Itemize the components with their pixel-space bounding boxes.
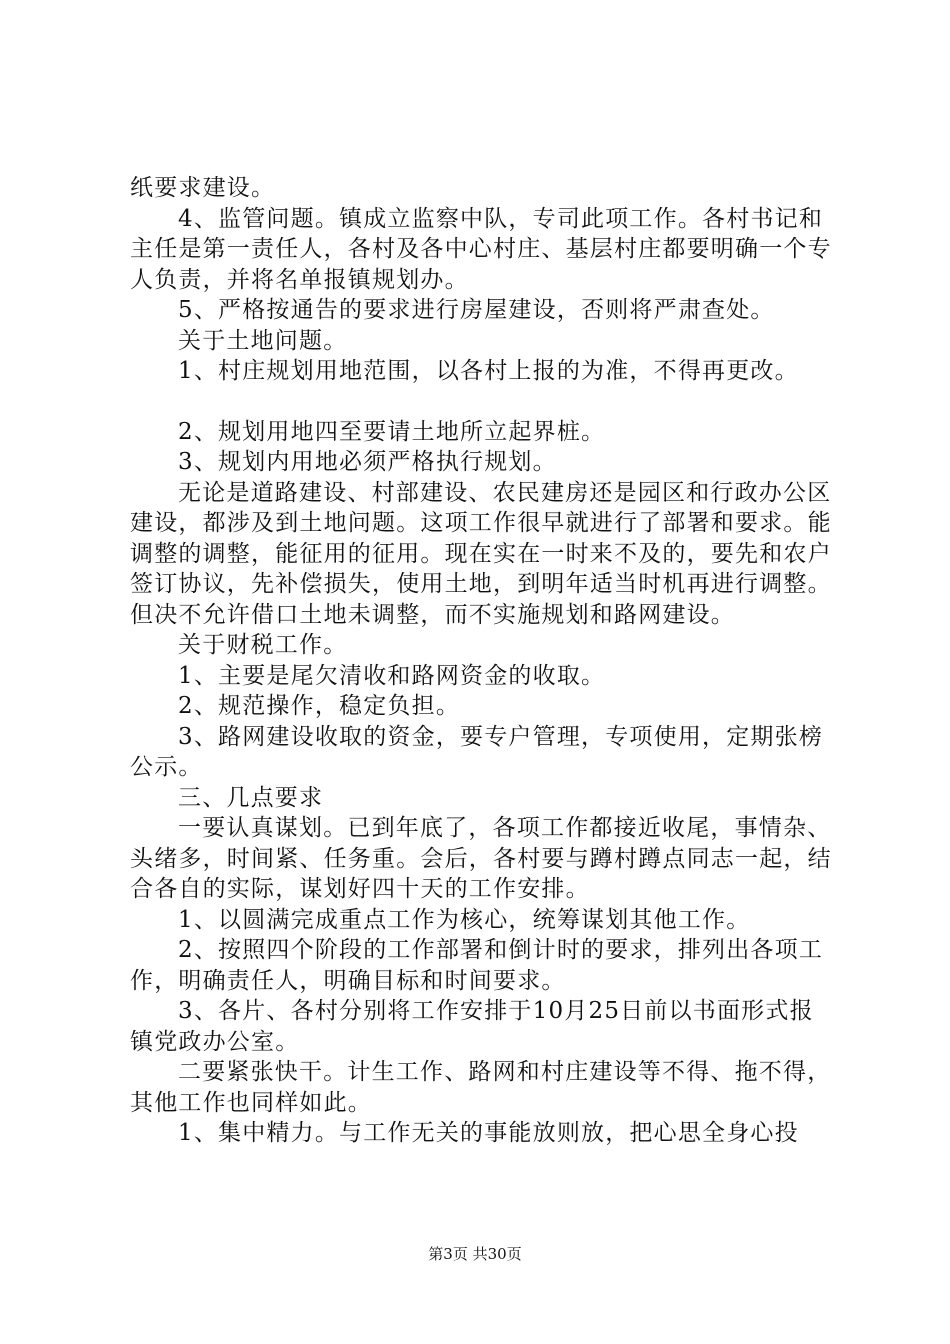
paragraph: 3、路网建设收取的资金，要专户管理，专项使用，定期张榜公示。 (130, 723, 824, 780)
paragraph: 1、主要是尾欠清收和路网资金的收取。 (178, 662, 606, 689)
paragraph-continuation: 纸要求建设。 (130, 175, 276, 201)
paragraph: 二要紧张快干。计生工作、路网和村庄建设等不得、拖不得，其他工作也同样如此。 (130, 1059, 832, 1116)
paragraph: 3、规划内用地必须严格执行规划。 (178, 449, 557, 475)
section-heading: 关于财税工作。 (178, 632, 348, 658)
paragraph: 3、各片、各村分别将工作安排于10月25日前以书面形式报镇党政办公室。 (130, 998, 814, 1055)
paragraph: 5、严格按通告的要求进行房屋建设，否则将严肃查处。 (178, 297, 775, 323)
paragraph: 无论是道路建设、村部建设、农民建房还是园区和行政办公区建设，都涉及到土地问题。这项工作很早就进行了部署和要求。能调整的调整，能征用的征用。现在实在一时来不及的，要先和农户签订协议，先补偿损失，使用土地，到明年适当时机再进行调整。但决不允许借口土地未调整，而不实施规划和路网建设。 (130, 479, 832, 628)
section-heading: 关于土地问题。 (178, 327, 348, 354)
paragraph: 1、以圆满完成重点工作为核心，统筹谋划其他工作。 (178, 906, 751, 933)
page-footer: 第3页 共30页 (428, 1245, 522, 1263)
paragraph: 2、规范操作，稳定负担。 (178, 693, 461, 719)
paragraph: 1、集中精力。与工作无关的事能放则放，把心思全身心投 (178, 1120, 799, 1146)
section-heading: 三、几点要求 (178, 784, 324, 811)
paragraph: 4、监管问题。镇成立监察中队，专司此项工作。各村书记和主任是第一责任人，各村及各中心村庄、基层村庄都要明确一个专人负责，并将名单报镇规划办。 (130, 205, 832, 293)
paragraph: 2、规划用地四至要请土地所立起界桩。 (178, 418, 606, 445)
paragraph: 一要认真谋划。已到年底了，各项工作都接近收尾，事情杂、头绪多，时间紧、任务重。会后，各村要与蹲村蹲点同志一起，结合各自的实际，谋划好四十天的工作安排。 (130, 815, 832, 902)
paragraph: 1、村庄规划用地范围，以各村上报的为准，不得再更改。 (178, 358, 799, 384)
paragraph: 2、按照四个阶段的工作部署和倒计时的要求，排列出各项工作，明确责任人，明确目标和时间要求。 (130, 937, 824, 994)
document-body (130, 173, 835, 1149)
